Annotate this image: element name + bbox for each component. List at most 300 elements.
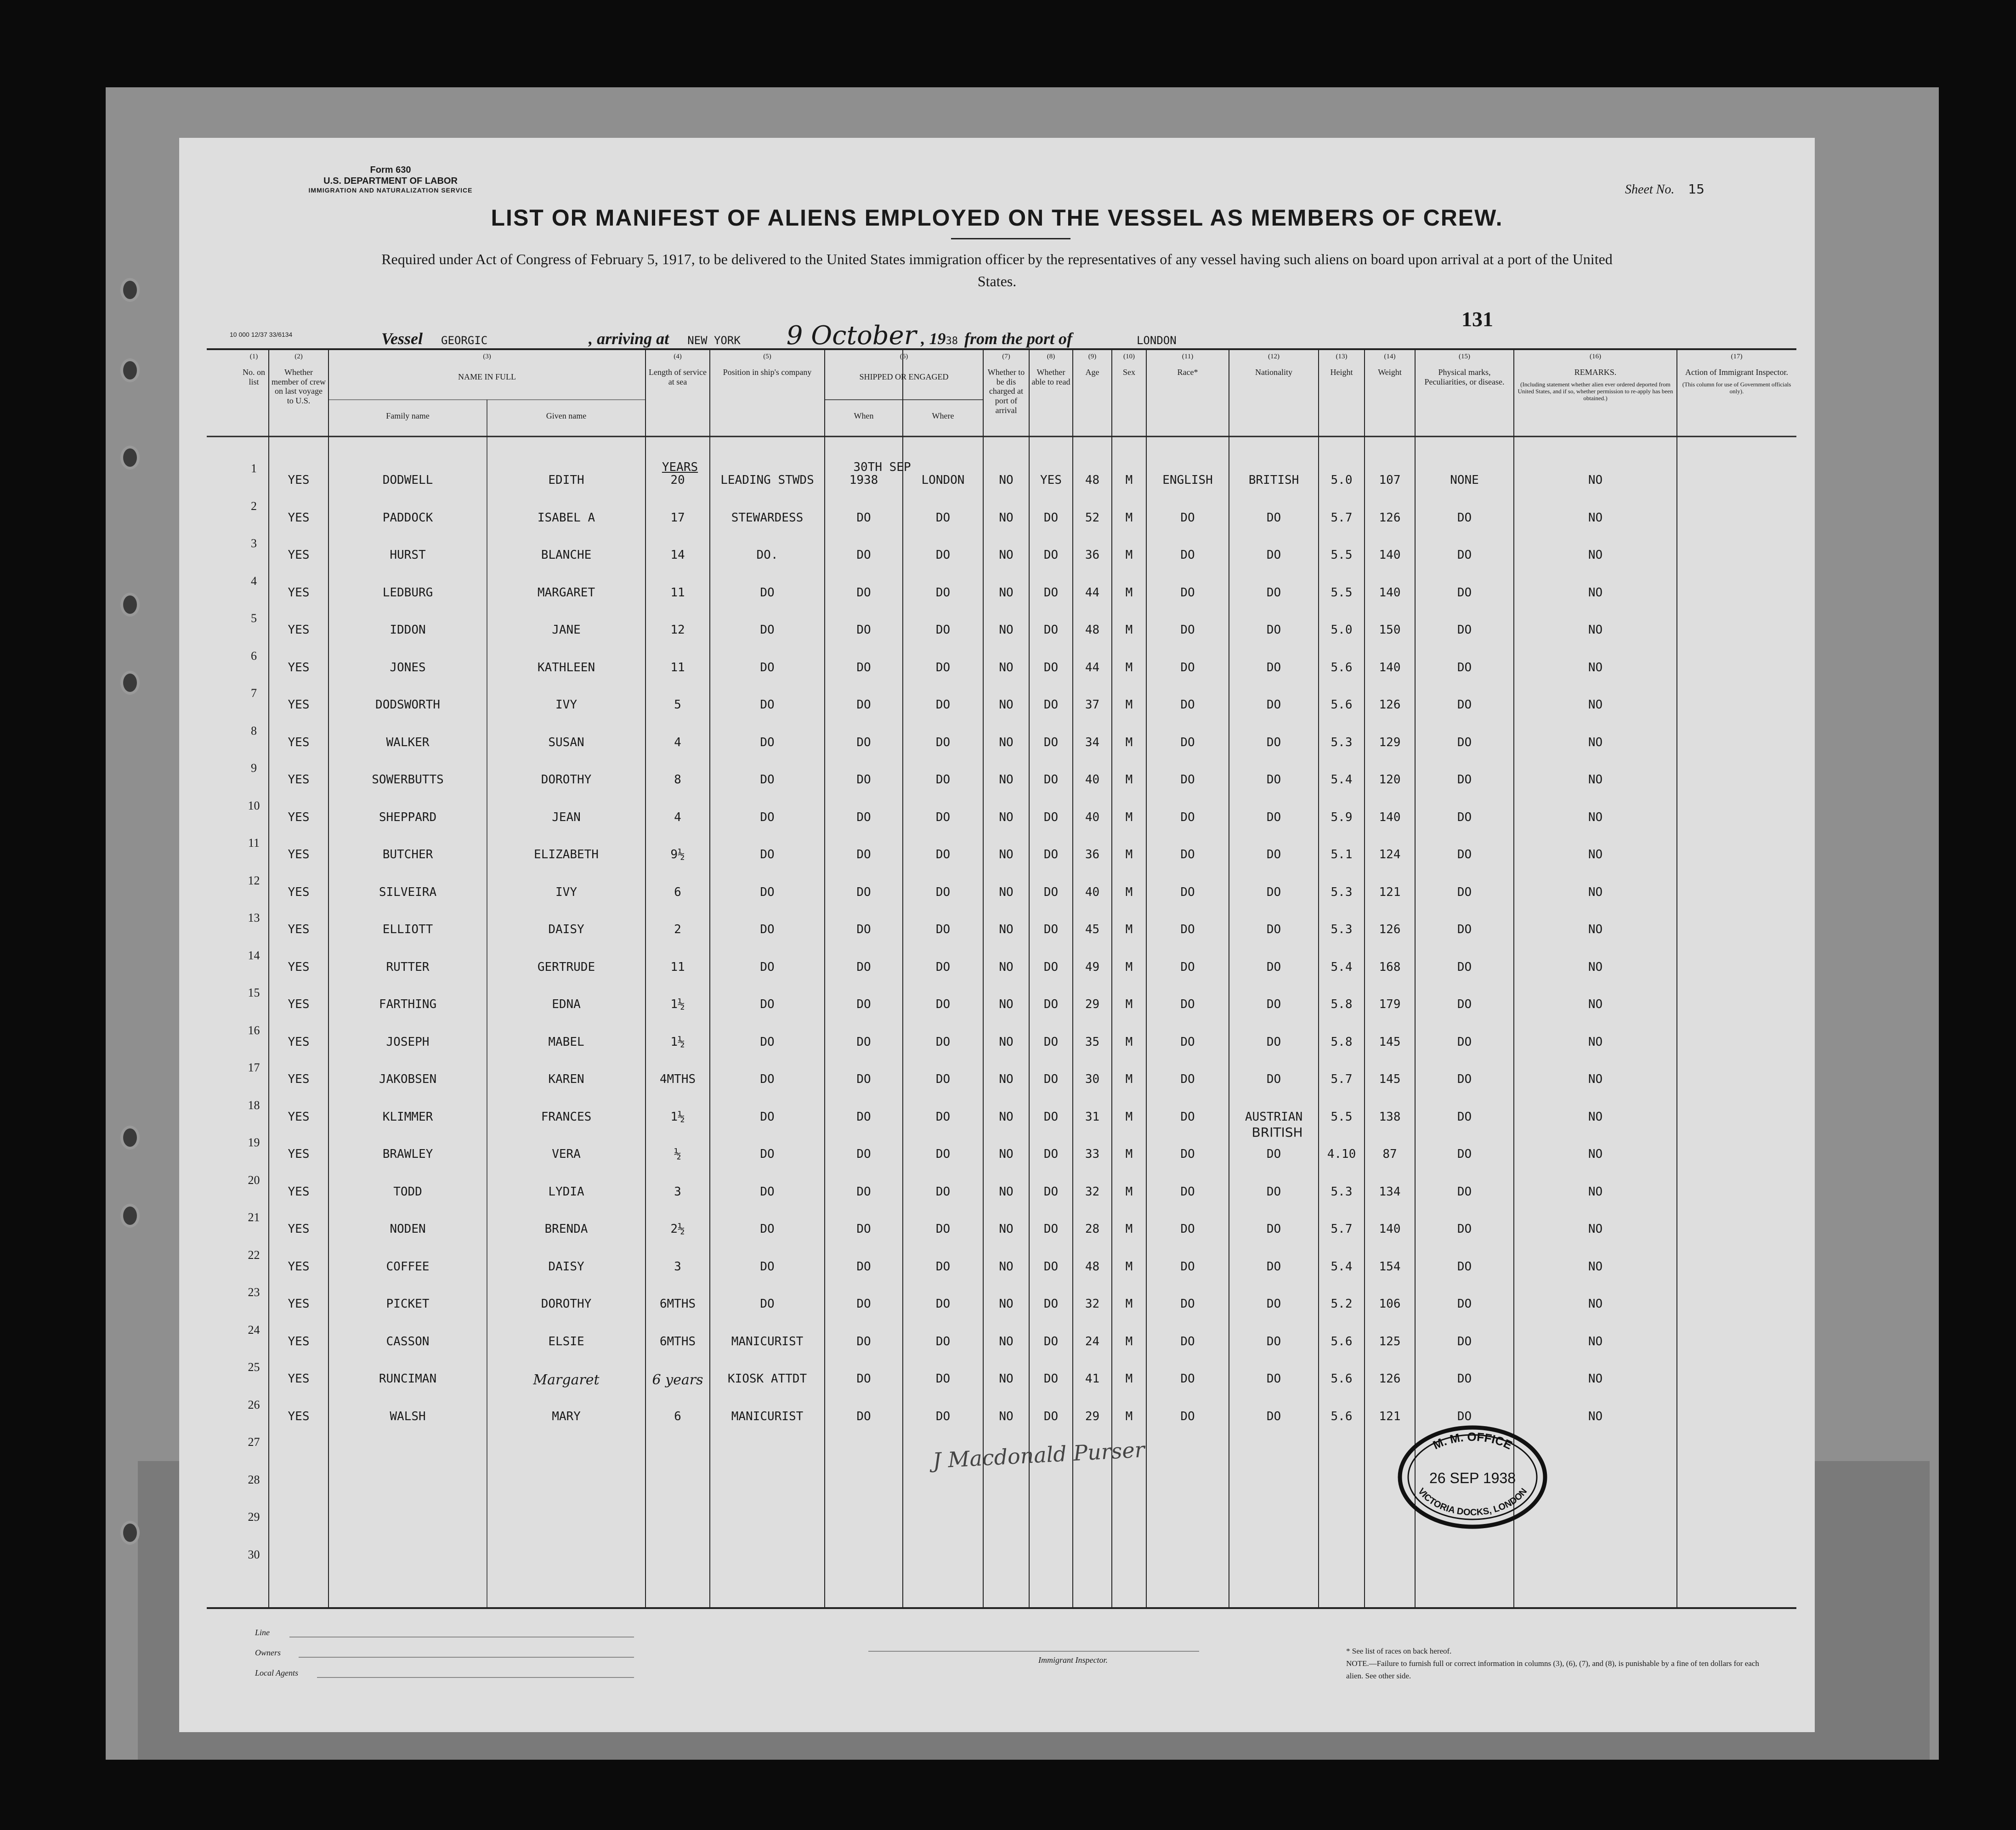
column-number: (12) — [1268, 353, 1280, 360]
footer-owners-rule — [299, 1657, 634, 1658]
row-number: 4 — [251, 574, 257, 588]
binder-hole — [120, 671, 140, 695]
row-number: 26 — [248, 1398, 260, 1411]
cell-crew: YES — [288, 773, 310, 787]
column-number: (9) — [1088, 353, 1097, 360]
cell-sex: M — [1125, 1072, 1133, 1086]
cell-height: 5.7 — [1331, 1072, 1353, 1086]
cell-crew: YES — [288, 1110, 310, 1124]
cell-weight: 126 — [1379, 923, 1401, 936]
cell-race: DO — [1180, 660, 1195, 674]
cell-height: 5.6 — [1331, 1334, 1353, 1348]
cell-remarks: NO — [1588, 510, 1603, 525]
cell-race: DO — [1180, 1072, 1195, 1086]
cell-position: DO — [760, 923, 775, 936]
cell-remarks: NO — [1588, 1035, 1603, 1049]
cell-family: KLIMMER — [382, 1110, 433, 1124]
print-code: 10 000 12/37 33/6134 — [230, 331, 293, 338]
cell-remarks: NO — [1588, 773, 1603, 787]
cell-discharged: NO — [999, 510, 1014, 525]
cell-given: ELIZABETH — [534, 848, 599, 861]
cell-given: JEAN — [552, 810, 581, 824]
cell-height: 5.0 — [1331, 623, 1353, 637]
cell-remarks: NO — [1588, 885, 1603, 899]
cell-nationality: DO — [1266, 1297, 1281, 1311]
cell-age: 30 — [1085, 1072, 1100, 1086]
cell-weight: 126 — [1379, 1372, 1401, 1386]
cell-discharged: NO — [999, 1409, 1014, 1423]
arriving-label: , arriving at — [589, 329, 669, 348]
cell-given: ISABEL A — [537, 510, 595, 525]
cell-where: DO — [935, 1259, 951, 1274]
cell-weight: 154 — [1379, 1259, 1401, 1274]
cell-given: KATHLEEN — [537, 660, 595, 674]
cell-height: 5.1 — [1331, 848, 1353, 861]
cell-given: FRANCES — [541, 1110, 592, 1124]
note-penalty: NOTE.—Failure to furnish full or correct information in columns (3), (6), (7), and (8), is punishable by a fine of ten dollars for each alien. See other side. — [1346, 1659, 1759, 1681]
cell-where: DO — [935, 1035, 951, 1049]
cell-nationality: DO — [1266, 698, 1281, 712]
cell-given: MABEL — [548, 1035, 584, 1049]
cell-race: DO — [1180, 510, 1195, 525]
cell-position: MANICURIST — [731, 1409, 804, 1423]
cell-age: 48 — [1085, 473, 1100, 487]
cell-family: WALKER — [386, 735, 430, 749]
cell-sex: M — [1125, 1110, 1133, 1124]
cell-family: SOWERBUTTS — [372, 773, 444, 787]
cell-family: BRAWLEY — [382, 1147, 433, 1161]
cell-race: DO — [1180, 1035, 1195, 1049]
cell-weight: 124 — [1379, 848, 1401, 861]
cell-family: ELLIOTT — [382, 923, 433, 936]
cell-remarks: NO — [1588, 1372, 1603, 1386]
cell-where: DO — [935, 1222, 951, 1236]
cell-discharged: NO — [999, 1184, 1014, 1199]
column-number: (14) — [1384, 353, 1396, 360]
cell-remarks: NO — [1588, 735, 1603, 749]
column-subheader: When — [854, 411, 874, 420]
cell-sex: M — [1125, 1035, 1133, 1049]
cell-given: EDNA — [552, 997, 581, 1011]
cell-nationality: AUSTRIAN — [1245, 1110, 1303, 1124]
cell-race: DO — [1180, 735, 1195, 749]
cell-read: DO — [1043, 1222, 1059, 1236]
cell-position: DO — [760, 1110, 775, 1124]
cell-where: DO — [935, 660, 951, 674]
row-number: 6 — [251, 649, 257, 663]
cell-where: DO — [935, 1147, 951, 1161]
sheet-label: Sheet No. — [1625, 182, 1675, 197]
cell-service: 1½ — [670, 997, 685, 1011]
cell-family: RUTTER — [386, 960, 430, 974]
cell-height: 5.9 — [1331, 810, 1353, 824]
footer-agents-rule — [317, 1677, 634, 1678]
cell-given: ELSIE — [548, 1334, 584, 1348]
row-number: 17 — [248, 1061, 260, 1074]
cell-where: DO — [935, 885, 951, 899]
row-number: 10 — [248, 799, 260, 812]
cell-read: DO — [1043, 1259, 1059, 1274]
cell-race: DO — [1180, 585, 1195, 600]
binder-hole — [120, 446, 140, 470]
cell-height: 5.5 — [1331, 1110, 1353, 1124]
row-number: 19 — [248, 1136, 260, 1149]
column-number: (7) — [1002, 353, 1010, 360]
cell-height: 5.3 — [1331, 1184, 1353, 1199]
cell-age: 32 — [1085, 1184, 1100, 1199]
cell-crew: YES — [288, 510, 310, 525]
cell-sex: M — [1125, 1184, 1133, 1199]
cell-crew: YES — [288, 997, 310, 1011]
cell-discharged: NO — [999, 585, 1014, 600]
cell-where: DO — [935, 1072, 951, 1086]
cell-read: DO — [1043, 1110, 1059, 1124]
cell-age: 31 — [1085, 1110, 1100, 1124]
cell-read: YES — [1040, 473, 1062, 487]
cell-when: DO — [856, 585, 871, 600]
cell-nationality: DO — [1266, 1409, 1281, 1423]
row-number: 7 — [251, 686, 257, 700]
row-number: 29 — [248, 1510, 260, 1524]
cell-service: 3 — [674, 1259, 681, 1274]
cell-height: 5.2 — [1331, 1297, 1353, 1311]
cell-race: DO — [1180, 623, 1195, 637]
cell-nationality: DO — [1266, 997, 1281, 1011]
cell-crew: YES — [288, 810, 310, 824]
cell-height: 5.5 — [1331, 548, 1353, 562]
cell-weight: 140 — [1379, 810, 1401, 824]
note-races: * See list of races on back hereof. — [1346, 1647, 1452, 1655]
cell-discharged: NO — [999, 1110, 1014, 1124]
cell-where: DO — [935, 1334, 951, 1348]
cell-family: LEDBURG — [382, 585, 433, 600]
cell-when: 1938 — [849, 473, 878, 487]
cell-height: 5.7 — [1331, 510, 1353, 525]
footer-line-label: Line — [255, 1628, 270, 1637]
cell-age: 33 — [1085, 1147, 1100, 1161]
cell-remarks: NO — [1588, 1409, 1603, 1423]
cell-crew: YES — [288, 1035, 310, 1049]
cell-weight: 120 — [1379, 773, 1401, 787]
cell-family: PICKET — [386, 1297, 430, 1311]
cell-crew: YES — [288, 548, 310, 562]
cell-marks: DO — [1457, 1409, 1472, 1423]
cell-read: DO — [1043, 698, 1059, 712]
cell-position: DO — [760, 885, 775, 899]
cell-when: DO — [856, 1222, 871, 1236]
year-label: , 19 — [921, 329, 946, 348]
cell-marks: DO — [1457, 810, 1472, 824]
cell-family: DODSWORTH — [375, 698, 440, 712]
cell-crew: YES — [288, 923, 310, 936]
cell-service: 1½ — [670, 1110, 685, 1124]
cell-weight: 121 — [1379, 1409, 1401, 1423]
cell-service: 6MTHS — [659, 1334, 696, 1348]
cell-service: 14 — [670, 548, 685, 562]
cell-remarks: NO — [1588, 548, 1603, 562]
row-number: 24 — [248, 1323, 260, 1337]
cell-position: DO — [760, 698, 775, 712]
column-number: (13) — [1336, 353, 1348, 360]
cell-weight: 179 — [1379, 997, 1401, 1011]
cell-marks: DO — [1457, 510, 1472, 525]
cell-read: DO — [1043, 848, 1059, 861]
cell-remarks: NO — [1588, 623, 1603, 637]
column-subheader: Where — [932, 411, 954, 420]
cell-crew: YES — [288, 1334, 310, 1348]
vessel-label: Vessel — [381, 329, 423, 348]
cell-discharged: NO — [999, 735, 1014, 749]
cell-read: DO — [1043, 510, 1059, 525]
row-number: 23 — [248, 1286, 260, 1299]
cell-given: Margaret — [533, 1372, 600, 1388]
service: IMMIGRATION AND NATURALIZATION SERVICE — [308, 187, 473, 194]
cell-given: EDITH — [548, 473, 584, 487]
cell-where: DO — [935, 1409, 951, 1423]
cell-nationality: DO — [1266, 1147, 1281, 1161]
column-header: Whether able to read — [1031, 368, 1070, 386]
cell-when: DO — [856, 660, 871, 674]
cell-discharged: NO — [999, 473, 1014, 487]
svg-text:VICTORIA DOCKS, LONDON — [1416, 1486, 1529, 1518]
cell-where: DO — [935, 585, 951, 600]
cell-family: HURST — [390, 548, 426, 562]
cell-position: DO — [760, 773, 775, 787]
cell-age: 48 — [1085, 1259, 1100, 1274]
cell-weight: 126 — [1379, 510, 1401, 525]
cell-service: 3 — [674, 1184, 681, 1199]
column-number: (11) — [1182, 353, 1194, 360]
cell-weight: 145 — [1379, 1035, 1401, 1049]
column-number: (4) — [674, 353, 682, 360]
cell-sex: M — [1125, 585, 1133, 600]
cell-discharged: NO — [999, 848, 1014, 861]
cell-sex: M — [1125, 960, 1133, 974]
cell-where: DO — [935, 923, 951, 936]
cell-race: DO — [1180, 1147, 1195, 1161]
column-number: (16) — [1590, 353, 1601, 360]
cell-crew: YES — [288, 585, 310, 600]
cell-age: 48 — [1085, 623, 1100, 637]
cell-read: DO — [1043, 548, 1059, 562]
cell-family: TODD — [393, 1184, 422, 1199]
cell-position: KIOSK ATTDT — [727, 1372, 807, 1386]
cell-nationality: DO — [1266, 773, 1281, 787]
cell-weight: 121 — [1379, 885, 1401, 899]
column-header: REMARKS. — [1574, 368, 1617, 377]
department: U.S. DEPARTMENT OF LABOR — [323, 176, 458, 186]
cell-family: CASSON — [386, 1334, 430, 1348]
sheet-value: 15 — [1688, 181, 1705, 197]
cell-remarks: NO — [1588, 960, 1603, 974]
cell-remarks: NO — [1588, 923, 1603, 936]
cell-race: DO — [1180, 923, 1195, 936]
cell-race: DO — [1180, 810, 1195, 824]
cell-discharged: NO — [999, 1072, 1014, 1086]
column-header: Age — [1085, 368, 1099, 377]
cell-height: 5.7 — [1331, 1222, 1353, 1236]
cell-sex: M — [1125, 810, 1133, 824]
row-number: 28 — [248, 1473, 260, 1486]
cell-read: DO — [1043, 660, 1059, 674]
cell-marks: DO — [1457, 585, 1472, 600]
cell-discharged: NO — [999, 548, 1014, 562]
cell-family: BUTCHER — [382, 848, 433, 861]
column-number: (15) — [1459, 353, 1470, 360]
manifest-sheet — [179, 138, 1815, 1732]
cell-given: BLANCHE — [541, 548, 592, 562]
cell-height: 5.8 — [1331, 997, 1353, 1011]
cell-discharged: NO — [999, 1259, 1014, 1274]
column-subheader: Given name — [546, 411, 587, 420]
row-number: 9 — [251, 761, 257, 775]
cell-age: 29 — [1085, 997, 1100, 1011]
cell-race: DO — [1180, 698, 1195, 712]
cell-age: 45 — [1085, 923, 1100, 936]
cell-weight: 168 — [1379, 960, 1401, 974]
cell-service: 6 — [674, 885, 681, 899]
cell-sex: M — [1125, 548, 1133, 562]
cell-where: DO — [935, 735, 951, 749]
row-number: 27 — [248, 1435, 260, 1449]
cell-race: DO — [1180, 848, 1195, 861]
footer-owners-label: Owners — [255, 1648, 281, 1657]
cell-nationality: DO — [1266, 1372, 1281, 1386]
cell-weight: 138 — [1379, 1110, 1401, 1124]
cell-remarks: NO — [1588, 1334, 1603, 1348]
cell-when: DO — [856, 548, 871, 562]
cell-crew: YES — [288, 848, 310, 861]
cell-sex: M — [1125, 923, 1133, 936]
column-number: (8) — [1047, 353, 1055, 360]
cell-remarks: NO — [1588, 473, 1603, 487]
cell-when: DO — [856, 1297, 871, 1311]
cell-race: DO — [1180, 1297, 1195, 1311]
cell-remarks: NO — [1588, 848, 1603, 861]
cell-read: DO — [1043, 773, 1059, 787]
cell-where: DO — [935, 960, 951, 974]
cell-sex: M — [1125, 997, 1133, 1011]
cell-when: DO — [856, 1147, 871, 1161]
cell-height: 5.3 — [1331, 735, 1353, 749]
cell-nationality: DO — [1266, 885, 1281, 899]
cell-given: MARY — [552, 1409, 581, 1423]
cell-family: JAKOBSEN — [379, 1072, 437, 1086]
cell-age: 52 — [1085, 510, 1100, 525]
cell-marks: DO — [1457, 735, 1472, 749]
cell-where: DO — [935, 548, 951, 562]
cell-race: DO — [1180, 1372, 1195, 1386]
cell-family: PADDOCK — [382, 510, 433, 525]
cell-nationality: DO — [1266, 923, 1281, 936]
cell-service: 8 — [674, 773, 681, 787]
cell-crew: YES — [288, 1372, 310, 1386]
cell-service: 6MTHS — [659, 1297, 696, 1311]
cell-nationality: DO — [1266, 960, 1281, 974]
cell-where: DO — [935, 1297, 951, 1311]
cell-sex: M — [1125, 848, 1133, 861]
cell-when: DO — [856, 960, 871, 974]
cell-read: DO — [1043, 735, 1059, 749]
column-number: (5) — [763, 353, 771, 360]
cell-nationality: DO — [1266, 585, 1281, 600]
cell-discharged: NO — [999, 960, 1014, 974]
cell-when: DO — [856, 1184, 871, 1199]
cell-where: DO — [935, 997, 951, 1011]
cell-read: DO — [1043, 585, 1059, 600]
list-number: 131 — [1461, 307, 1493, 331]
cell-marks: DO — [1457, 1259, 1472, 1274]
cell-sex: M — [1125, 473, 1133, 487]
cell-age: 40 — [1085, 773, 1100, 787]
cell-crew: YES — [288, 960, 310, 974]
cell-weight: 140 — [1379, 660, 1401, 674]
cell-service: 4 — [674, 735, 681, 749]
cell-crew: YES — [288, 735, 310, 749]
cell-crew: YES — [288, 1184, 310, 1199]
cell-weight: 145 — [1379, 1072, 1401, 1086]
column-number: (1) — [249, 353, 258, 360]
cell-when: DO — [856, 698, 871, 712]
cell-position: DO. — [756, 548, 778, 562]
cell-crew: YES — [288, 885, 310, 899]
cell-position: DO — [760, 623, 775, 637]
column-header: Length of service at sea — [649, 368, 707, 386]
cell-position: DO — [760, 735, 775, 749]
cell-remarks: NO — [1588, 810, 1603, 824]
cell-remarks: NO — [1588, 1147, 1603, 1161]
cell-sex: M — [1125, 1222, 1133, 1236]
cell-sex: M — [1125, 623, 1133, 637]
cell-discharged: NO — [999, 1147, 1014, 1161]
cell-nationality: DO — [1266, 810, 1281, 824]
cell-height: 5.6 — [1331, 660, 1353, 674]
cell-sex: M — [1125, 1147, 1133, 1161]
column-header: Whether to be dis charged at port of arrival — [987, 368, 1025, 415]
cell-sex: M — [1125, 773, 1133, 787]
cell-discharged: NO — [999, 660, 1014, 674]
cell-when: DO — [856, 623, 871, 637]
cell-crew: YES — [288, 1072, 310, 1086]
stamp-top: M. M. OFFICE — [1431, 1429, 1515, 1452]
cell-when: DO — [856, 997, 871, 1011]
vessel-name: GEORGIC — [441, 334, 488, 347]
cell-remarks: NO — [1588, 1072, 1603, 1086]
row-number: 20 — [248, 1173, 260, 1187]
cell-when: DO — [856, 773, 871, 787]
cell-height: 5.0 — [1331, 473, 1353, 487]
cell-nationality: DO — [1266, 623, 1281, 637]
column-header: SHIPPED OR ENGAGED — [859, 372, 949, 381]
cell-read: DO — [1043, 1334, 1059, 1348]
form-number: Form 630 — [370, 165, 411, 175]
cell-weight: 134 — [1379, 1184, 1401, 1199]
cell-when: DO — [856, 1334, 871, 1348]
binder-hole — [120, 1204, 140, 1228]
cell-marks: DO — [1457, 997, 1472, 1011]
cell-age: 36 — [1085, 848, 1100, 861]
cell-sex: M — [1125, 660, 1133, 674]
page-title: LIST OR MANIFEST OF ALIENS EMPLOYED ON THE VESSEL AS MEMBERS OF CREW. — [491, 205, 1503, 231]
cell-read: DO — [1043, 623, 1059, 637]
cell-sex: M — [1125, 735, 1133, 749]
cell-read: DO — [1043, 1372, 1059, 1386]
cell-when: DO — [856, 848, 871, 861]
cell-given: LYDIA — [548, 1184, 584, 1199]
cell-sex: M — [1125, 1372, 1133, 1386]
from-label: from the port of — [964, 329, 1072, 348]
cell-race: DO — [1180, 960, 1195, 974]
